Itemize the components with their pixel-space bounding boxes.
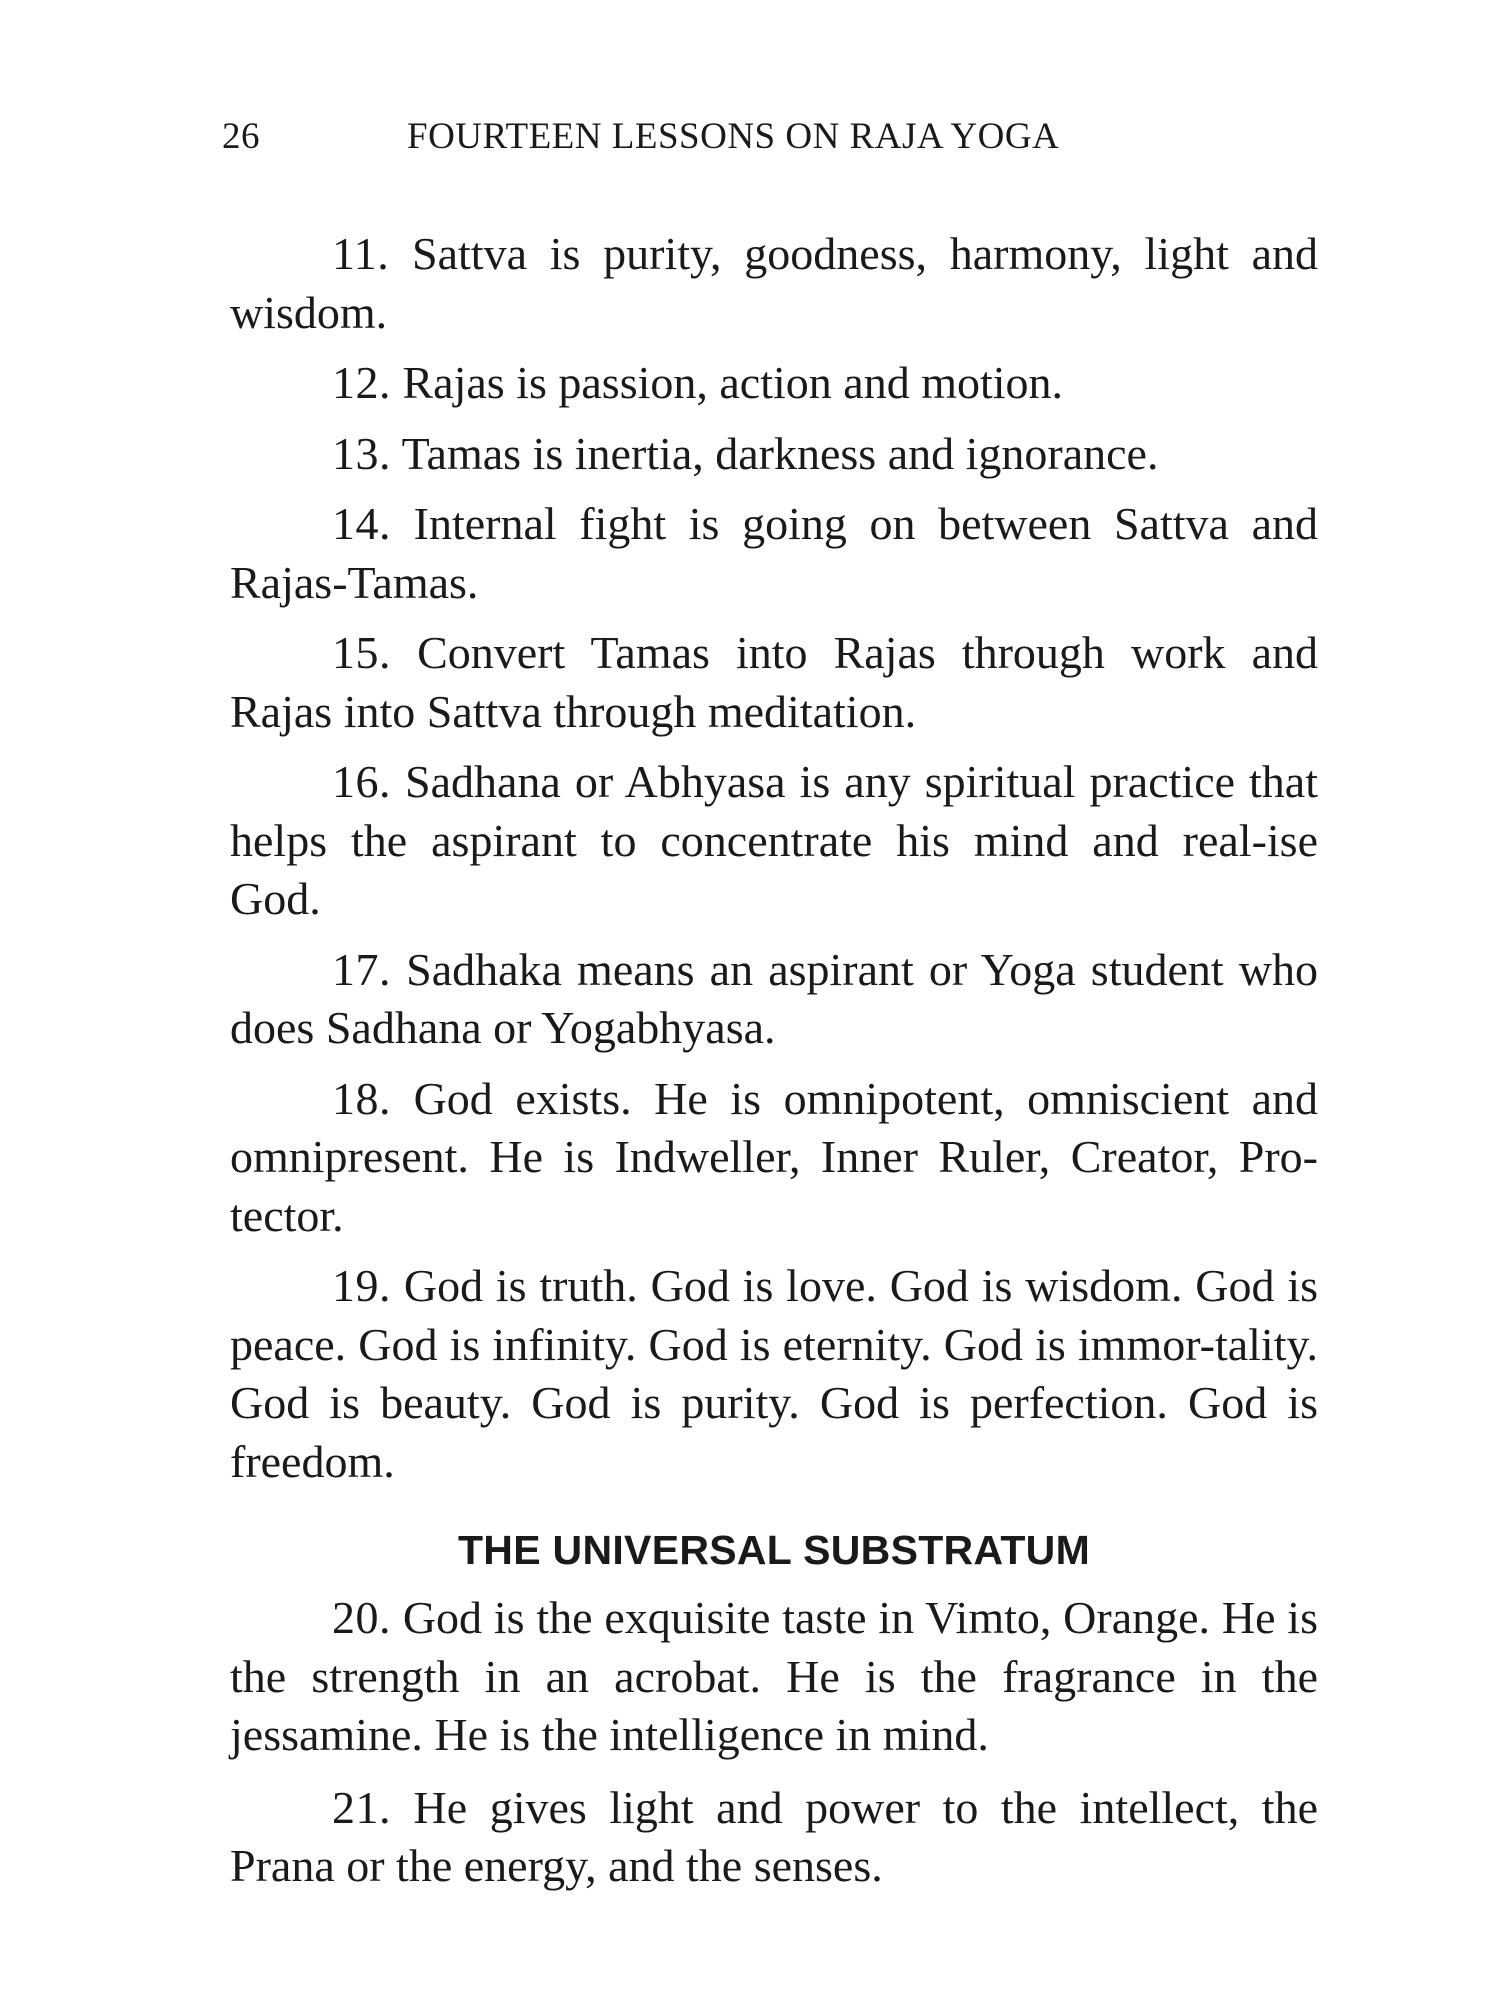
paragraph-number: 13. <box>332 427 391 479</box>
paragraph-text: Sattva is purity, goodness, harmony, light and wisdom. <box>230 228 1318 338</box>
section-heading: THE UNIVERSAL SUBSTRATUM <box>457 1527 1091 1573</box>
paragraph-16 <box>230 753 1318 929</box>
running-header <box>222 112 1322 162</box>
paragraph-number: 15. <box>332 627 391 678</box>
paragraph-19 <box>230 1257 1318 1491</box>
paragraph-text: Convert Tamas into Rajas through work and Rajas into Sattva through meditation. <box>230 627 1318 737</box>
paragraph-text: Sadhaka means an aspirant or Yoga student who does Sadhana or Yogabhyasa. <box>230 943 1318 1053</box>
paragraph-18 <box>230 1070 1318 1246</box>
body-text <box>230 225 1318 1910</box>
paragraph-number: 20. <box>332 1592 391 1643</box>
paragraph-text: Rajas is passion, action and motion. <box>402 357 1064 408</box>
paragraph-14 <box>230 495 1318 612</box>
paragraph-number: 14. <box>332 498 391 549</box>
paragraph-number: 12. <box>332 357 391 408</box>
paragraph-15 <box>230 624 1318 741</box>
paragraph-13 <box>230 425 1318 484</box>
paragraph-number: 11. <box>332 228 390 279</box>
paragraph-number: 16. <box>332 756 391 807</box>
paragraph-number: 21. <box>332 1781 391 1833</box>
page-number: 26 <box>222 116 260 157</box>
paragraph-text: Internal fight is going on between Sattva and Rajas-Tamas. <box>230 498 1318 608</box>
paragraph-12 <box>230 354 1318 413</box>
paragraph-number: 19. <box>332 1260 391 1311</box>
paragraph-text: Tamas is inertia, darkness and ignorance. <box>401 427 1159 479</box>
paragraph-17 <box>230 941 1318 1058</box>
book-title: FOURTEEN LESSONS ON RAJA YOGA <box>407 116 1060 157</box>
paragraph-text: God is the exquisite taste in Vimto, Orange. He is the strength in an acrobat. He is the fragrance in the jessamine. He is the intelligence in mind. <box>230 1592 1318 1760</box>
paragraph-text: God exists. He is omnipotent, omniscient and omnipresent. He is Indweller, Inner Ruler, Creator, Pro-tector. <box>230 1072 1319 1241</box>
paragraph-21 <box>230 1779 1318 1896</box>
paragraph-text: God is truth. God is love. God is wisdom. God is peace. God is infinity. God is eternity. God is immor-tality. God is beauty. God is purity. God is perfection. God is freedom. <box>230 1260 1319 1487</box>
paragraph-11 <box>230 225 1318 342</box>
paragraph-number: 17. <box>332 943 391 995</box>
paragraph-text: Sadhana or Abhyasa is any spiritual practice that helps the aspirant to concentrate his mind and real-ise God. <box>230 756 1319 924</box>
paragraph-number: 18. <box>332 1072 391 1124</box>
paragraph-text: He gives light and power to the intellect, the Prana or the energy, and the senses. <box>230 1781 1319 1891</box>
paragraph-20 <box>230 1589 1318 1765</box>
